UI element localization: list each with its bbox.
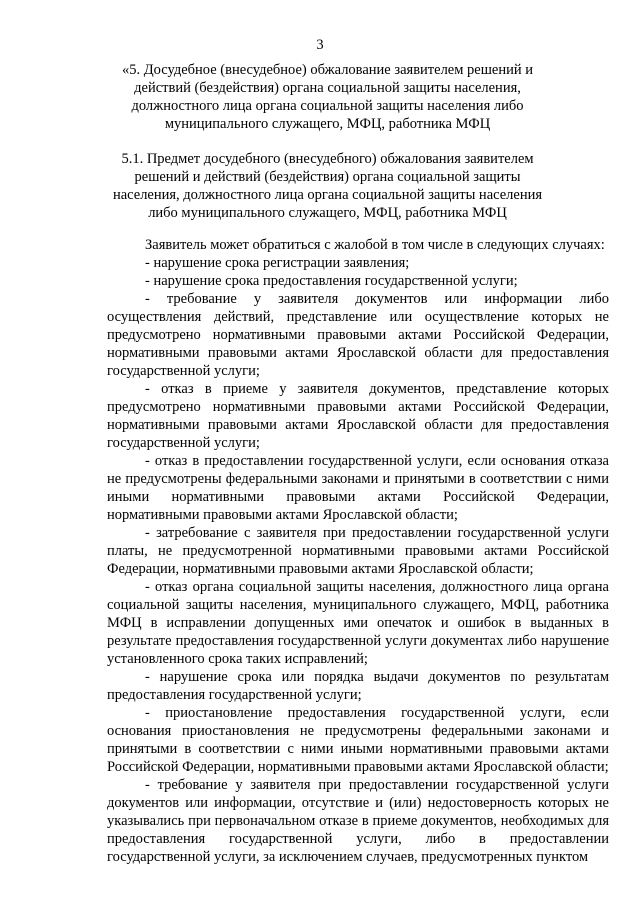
list-item: - требование у заявителя документов или информации либо осуществления действий, представление или осуществление которых не предусмотрено нормативными правовыми актами Российской Федерации, нормативными правовыми актами Ярославской области для предоставления государственной услуги;	[107, 291, 609, 379]
list-item: - нарушение срока регистрации заявления;	[145, 255, 410, 271]
page-number: 3	[316, 37, 324, 53]
subsection-heading: 5.1. Предмет досудебного (внесудебного) обжалования заявителем решений и действий (бездействия) органа социальной защиты населения, должностного лица органа социальной защиты населения либо муниципального служащего, МФЦ, работника МФЦ	[112, 151, 543, 221]
section-heading: «5. Досудебное (внесудебное) обжалование заявителем решений и действий (бездействия) органа социальной защиты населения, должностного лица органа социальной защиты населения либо муниципального служащего, МФЦ, работника МФЦ	[122, 62, 533, 132]
body-text	[107, 236, 609, 866]
list-item: - приостановление предоставления государственной услуги, если основания приостановления не предусмотрены федеральными законами и принятыми в соответствии с ними иными нормативными правовыми актами Российской Федерации, нормативными правовыми актами Ярославской области;	[107, 705, 609, 775]
list-item: - отказ органа социальной защиты населения, должностного лица органа социальной защиты населения, муниципального служащего, МФЦ, работника МФЦ в исправлении допущенных ими опечаток и ошибок в выданных в результате предоставления государственной услуги документах либо нарушение установленного срока таких исправлений;	[107, 579, 609, 667]
list-item: - требование у заявителя при предоставлении государственной услуги документов или информации, отсутствие и (или) недостоверность которых не указывались при первоначальном отказе в приеме документов, необходимых для предоставления государственной услуги, либо в предоставлении государственной услуги, за исключением случаев, предусмотренных пунктом	[107, 777, 609, 865]
list-item: - нарушение срока предоставления государственной услуги;	[145, 273, 518, 289]
list-item: - отказ в приеме у заявителя документов, представление которых предусмотрено нормативными правовыми актами Российской Федерации, нормативными правовыми актами Ярославской области для предоставления государственной услуги;	[107, 381, 609, 451]
list-item: - нарушение срока или порядка выдачи документов по результатам предоставления государственной услуги;	[107, 669, 609, 703]
paragraph-intro: Заявитель может обратиться с жалобой в том числе в следующих случаях:	[145, 237, 605, 253]
list-item: - затребование с заявителя при предоставлении государственной услуги платы, не предусмотренной нормативными правовыми актами Российской Федерации, нормативными правовыми актами Ярославской области;	[107, 525, 609, 577]
list-item: - отказ в предоставлении государственной услуги, если основания отказа не предусмотрены федеральными законами и принятыми в соответствии с ними иными нормативными правовыми актами Российской Федерации, нормативными правовыми актами Ярославской области;	[107, 453, 609, 523]
